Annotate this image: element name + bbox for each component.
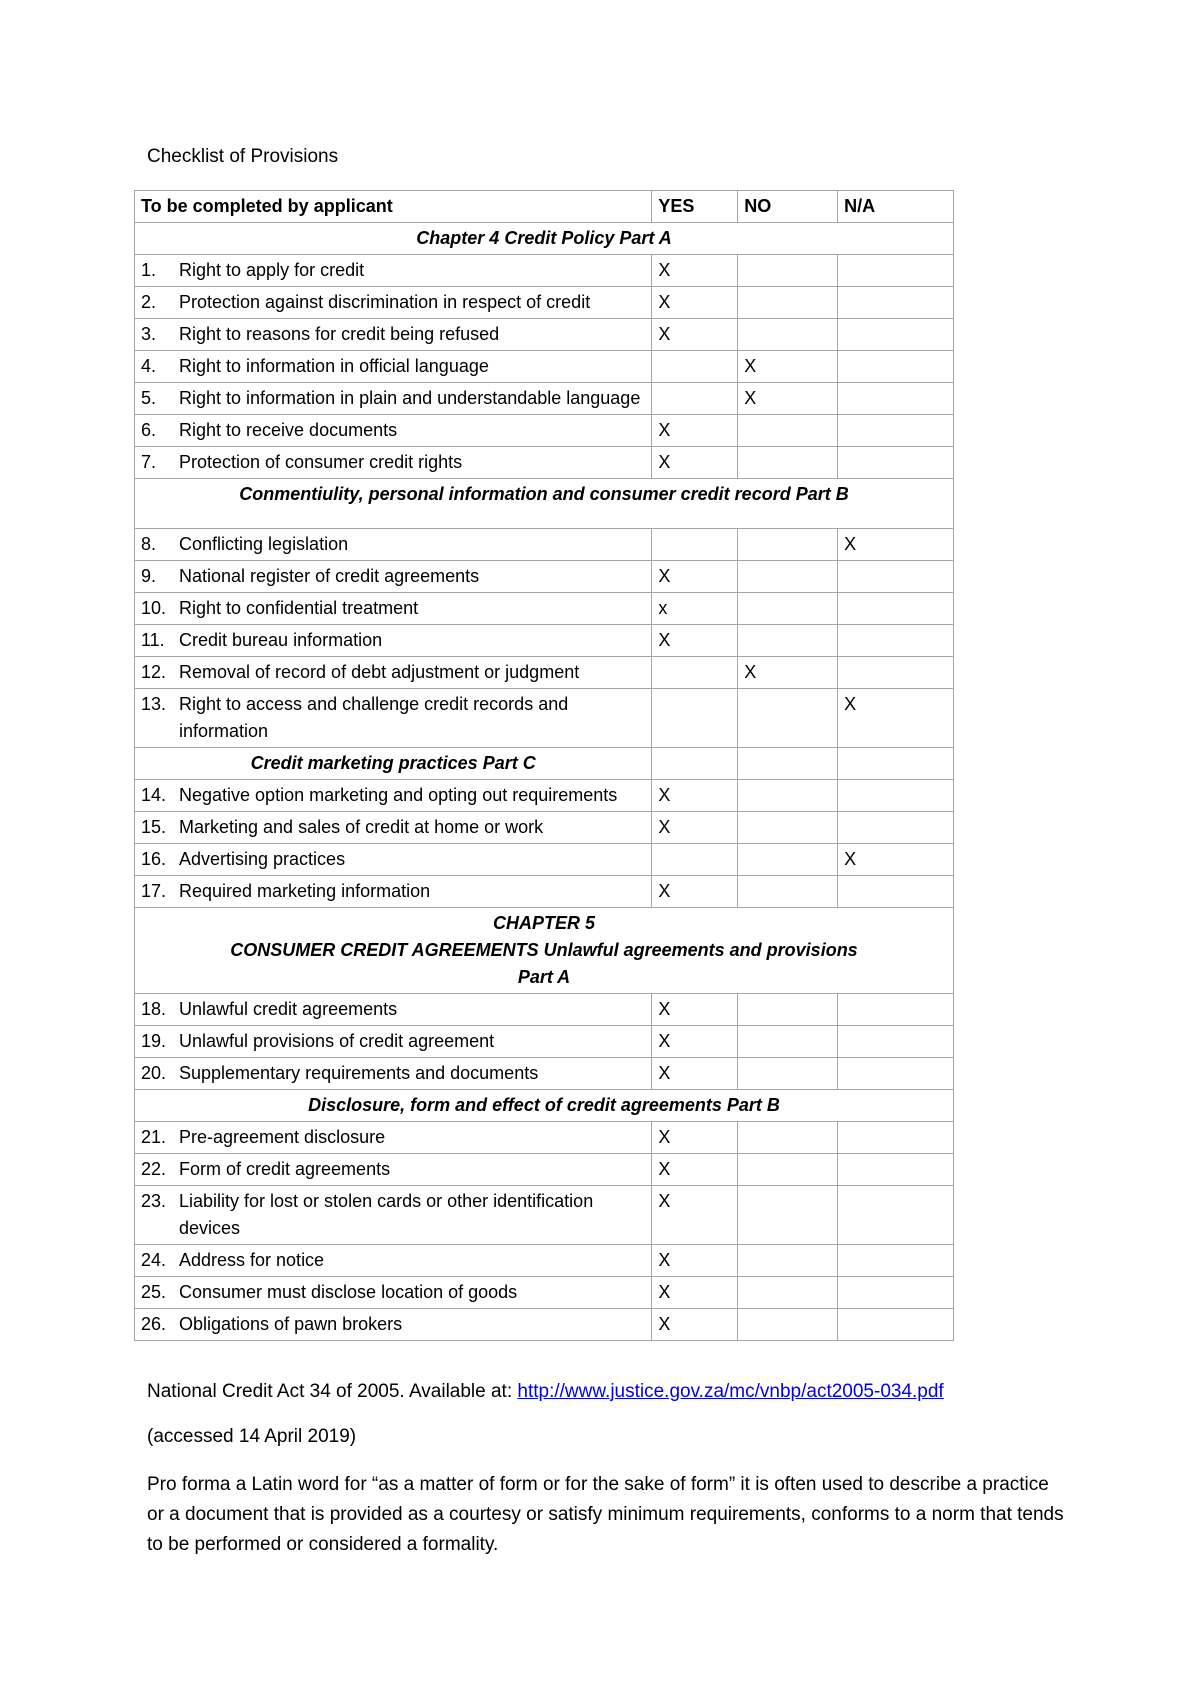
provision-cell [135,1154,652,1186]
provision-number: 26. [141,1314,167,1334]
na-mark [838,1026,954,1058]
provision-text: Right to apply for credit [179,260,365,280]
provision-text: Marketing and sales of credit at home or work [179,817,544,837]
table-body [135,223,954,1341]
no-mark: X [738,657,838,689]
provision-number: 22. [141,1159,167,1179]
yes-mark: X [652,1186,738,1245]
header-applicant: To be completed by applicant [135,191,652,223]
section-row [135,1090,954,1122]
provision-text: Address for notice [179,1250,325,1270]
header-no: NO [738,191,838,223]
provision-cell [135,1309,652,1341]
table-row [135,561,954,593]
provision-cell [135,1026,652,1058]
provision-text: Right to confidential treatment [179,598,419,618]
provision-text: Removal of record of debt adjustment or judgment [179,662,580,682]
provision-cell [135,625,652,657]
na-mark [838,625,954,657]
provision-number: 16. [141,849,167,869]
provision-text: Right to reasons for credit being refused [179,324,500,344]
provision-number: 14. [141,785,167,805]
provision-number: 6. [141,420,157,440]
no-mark [738,1154,838,1186]
provision-text: Protection of consumer credit rights [179,452,463,472]
yes-mark: X [652,415,738,447]
provision-text: Unlawful provisions of credit agreement [179,1031,495,1051]
yes-mark: X [652,1122,738,1154]
provision-number: 11. [141,630,165,650]
accessed-date: (accessed 14 April 2019) [147,1426,357,1447]
table-row [135,447,954,479]
yes-mark: x [652,593,738,625]
table-row [135,383,954,415]
table-row [135,351,954,383]
section-title: Conmentiulity, personal information and consumer credit record Part B [135,479,954,529]
no-mark [738,593,838,625]
na-mark [838,780,954,812]
na-mark [838,447,954,479]
provision-text: Right to receive documents [179,420,398,440]
table-row [135,1245,954,1277]
section-title-line: Part A [517,967,571,987]
provision-number: 18. [141,999,167,1019]
table-row [135,319,954,351]
provision-number: 5. [141,388,157,408]
na-mark [838,812,954,844]
provision-text: Form of credit agreements [179,1159,391,1179]
section-title-line: CONSUMER CREDIT AGREEMENTS Unlawful agreements and provisions [230,940,858,960]
no-mark: X [738,383,838,415]
no-mark [738,1277,838,1309]
provision-text: Obligations of pawn brokers [179,1314,403,1334]
provision-text: Conflicting legislation [179,534,349,554]
provision-number: 4. [141,356,157,376]
no-mark [738,689,838,748]
na-mark [838,415,954,447]
provision-text: National register of credit agreements [179,566,480,586]
provision-text: Credit bureau information [179,630,383,650]
provision-number: 9. [141,566,157,586]
provision-text: Right to access and challenge credit records and information [179,694,569,741]
provision-text: Negative option marketing and opting out requirements [179,785,618,805]
yes-mark: X [652,1026,738,1058]
section-row [135,908,954,994]
na-mark [838,1245,954,1277]
provision-number: 23. [141,1191,167,1211]
yes-mark [652,689,738,748]
provision-cell [135,561,652,593]
na-mark [838,1122,954,1154]
provision-cell [135,319,652,351]
no-mark [738,319,838,351]
table-row [135,625,954,657]
no-mark [738,1245,838,1277]
table-row [135,689,954,748]
no-mark [738,1026,838,1058]
provision-text: Pre-agreement disclosure [179,1127,386,1147]
provision-number: 13. [141,694,167,714]
provision-text: Required marketing information [179,881,431,901]
provision-number: 15. [141,817,167,837]
na-mark: X [838,529,954,561]
no-mark [738,625,838,657]
provision-number: 25. [141,1282,167,1302]
yes-mark: X [652,1277,738,1309]
no-mark [738,876,838,908]
na-mark: X [838,689,954,748]
yes-mark: X [652,780,738,812]
section-row [135,223,954,255]
yes-mark [652,529,738,561]
no-mark [738,561,838,593]
provision-text: Liability for lost or stolen cards or other identification devices [179,1191,594,1238]
reference-text: National Credit Act 34 of 2005. Available at: [147,1381,518,1402]
provision-number: 1. [141,260,157,280]
provision-text: Consumer must disclose location of goods [179,1282,518,1302]
yes-mark [652,844,738,876]
provision-cell [135,383,652,415]
na-mark [838,657,954,689]
na-mark: X [838,844,954,876]
provision-text: Unlawful credit agreements [179,999,398,1019]
na-mark [838,1154,954,1186]
yes-mark: X [652,1245,738,1277]
provision-cell [135,287,652,319]
table-row [135,415,954,447]
section-title: Credit marketing practices Part C [135,748,652,780]
table-row [135,1186,954,1245]
provision-text: Right to information in plain and understandable language [179,388,641,408]
provision-cell [135,994,652,1026]
empty-cell [738,748,838,780]
na-mark [838,351,954,383]
na-mark [838,287,954,319]
provision-cell [135,1245,652,1277]
provision-number: 21. [141,1127,167,1147]
header-yes: YES [652,191,738,223]
provision-cell [135,593,652,625]
yes-mark [652,351,738,383]
provision-text: Supplementary requirements and documents [179,1063,539,1083]
na-mark [838,319,954,351]
provision-number: 8. [141,534,157,554]
provision-number: 12. [141,662,167,682]
table-row [135,1026,954,1058]
yes-mark: X [652,625,738,657]
provision-number: 2. [141,292,157,312]
provision-cell [135,844,652,876]
table-row [135,1122,954,1154]
provision-cell [135,1058,652,1090]
provision-cell [135,351,652,383]
no-mark [738,1186,838,1245]
no-mark [738,780,838,812]
no-mark [738,1309,838,1341]
provision-number: 7. [141,452,157,472]
table-row [135,593,954,625]
na-mark [838,383,954,415]
yes-mark [652,383,738,415]
provision-number: 3. [141,324,157,344]
no-mark [738,844,838,876]
yes-mark: X [652,319,738,351]
na-mark [838,561,954,593]
no-mark: X [738,351,838,383]
provision-number: 10. [141,598,167,618]
table-row [135,287,954,319]
provision-text: Protection against discrimination in respect of credit [179,292,591,312]
na-mark [838,255,954,287]
table-row [135,876,954,908]
no-mark [738,1122,838,1154]
provision-cell [135,876,652,908]
na-mark [838,1309,954,1341]
provisions-checklist-table [134,190,954,1341]
provision-cell [135,812,652,844]
yes-mark: X [652,994,738,1026]
table-row [135,1277,954,1309]
provision-text: Right to information in official language [179,356,489,376]
yes-mark: X [652,1058,738,1090]
empty-cell [652,748,738,780]
yes-mark: X [652,1309,738,1341]
na-mark [838,593,954,625]
empty-cell [838,748,954,780]
table-row [135,812,954,844]
section-title-line: CHAPTER 5 [492,913,595,933]
yes-mark: X [652,876,738,908]
header-na: N/A [838,191,954,223]
page-heading: Checklist of Provisions [147,146,339,167]
section-row [135,479,954,529]
no-mark [738,287,838,319]
yes-mark: X [652,1154,738,1186]
provision-cell [135,689,652,748]
na-mark [838,1277,954,1309]
provision-cell [135,1186,652,1245]
na-mark [838,994,954,1026]
provision-text: Advertising practices [179,849,346,869]
no-mark [738,1058,838,1090]
table-row [135,1309,954,1341]
yes-mark: X [652,447,738,479]
provision-number: 19. [141,1031,167,1051]
no-mark [738,255,838,287]
no-mark [738,994,838,1026]
na-mark [838,1186,954,1245]
provision-cell [135,1122,652,1154]
yes-mark: X [652,812,738,844]
pro-forma-note: Pro forma a Latin word for “as a matter of form or for the sake of form” it is often used to describe a practice or a document that is provided as a courtesy or satisfy minimum requirements, conforms to a norm that tends to be performed or considered a formality. [147,1474,1064,1555]
reference-citation [147,1381,944,1403]
yes-mark: X [652,255,738,287]
table-row [135,529,954,561]
table-header-row [135,191,954,223]
section-row [135,748,954,780]
table-row [135,255,954,287]
section-title: Disclosure, form and effect of credit agreements Part B [135,1090,954,1122]
no-mark [738,447,838,479]
na-mark [838,876,954,908]
provision-cell [135,529,652,561]
provision-cell [135,255,652,287]
provision-cell [135,447,652,479]
yes-mark: X [652,287,738,319]
provision-cell [135,415,652,447]
provision-cell [135,780,652,812]
table-row [135,780,954,812]
section-title: Chapter 4 Credit Policy Part A [135,223,954,255]
table-row [135,1154,954,1186]
table-row [135,1058,954,1090]
table-row [135,994,954,1026]
section-title [135,908,954,994]
no-mark [738,529,838,561]
yes-mark: X [652,561,738,593]
yes-mark [652,657,738,689]
reference-link[interactable]: http://www.justice.gov.za/mc/vnbp/act2005-034.pdf [517,1381,944,1402]
provision-number: 20. [141,1063,167,1083]
table-row [135,844,954,876]
table-row [135,657,954,689]
provision-cell [135,657,652,689]
no-mark [738,812,838,844]
provision-number: 17. [141,881,167,901]
na-mark [838,1058,954,1090]
no-mark [738,415,838,447]
provision-number: 24. [141,1250,167,1270]
provision-cell [135,1277,652,1309]
